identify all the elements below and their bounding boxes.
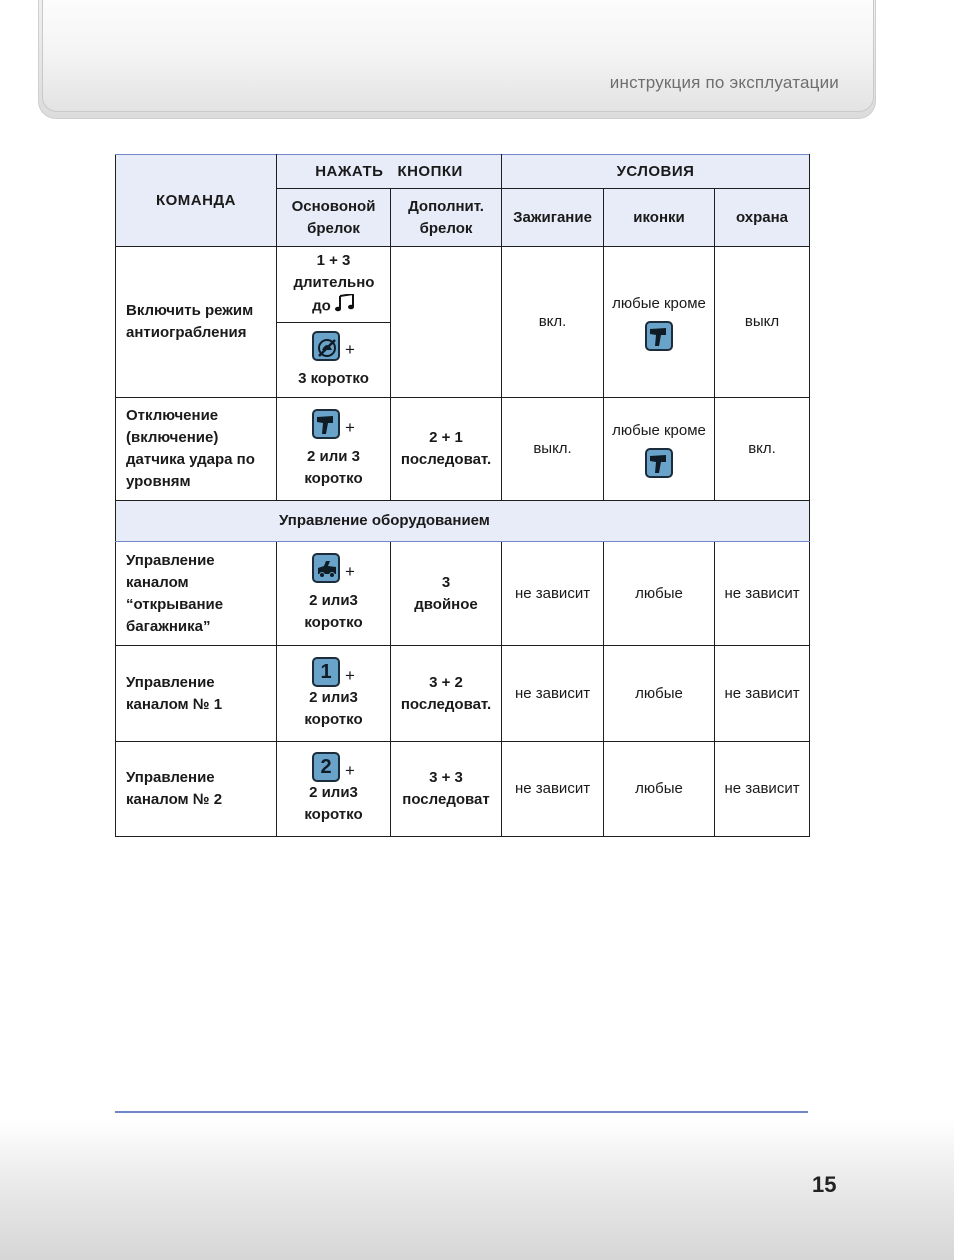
button-2-label: 2 bbox=[320, 756, 332, 778]
row-shock-sensor-main bbox=[277, 398, 391, 501]
row-channel2-ignition: не зависит bbox=[502, 742, 604, 837]
row-trunk-extra bbox=[391, 542, 502, 646]
row-channel1-ignition: не зависит bbox=[502, 646, 604, 742]
header-panel bbox=[42, 0, 874, 112]
row-shock-sensor-icons-text: любые кроме bbox=[612, 422, 706, 439]
row-antihijack-main-b bbox=[277, 323, 391, 398]
row-shock-sensor-extra bbox=[391, 398, 502, 501]
row-trunk-command-text: Управление каналом “открывание багажника” bbox=[126, 551, 224, 635]
header-press-buttons: НАЖАТЬ КНОПКИ bbox=[277, 155, 502, 189]
header-icons: иконки bbox=[604, 189, 715, 247]
row-antihijack-main-b-text: 3 коротко bbox=[298, 369, 369, 387]
row-channel1-main bbox=[277, 646, 391, 742]
row-trunk-extra-text: 3 двойное bbox=[414, 573, 478, 613]
row-antihijack-guard: выкл bbox=[715, 247, 810, 398]
header-ignition: Зажигание bbox=[502, 189, 604, 247]
row-channel2-command bbox=[116, 742, 277, 837]
row-shock-sensor-command: Отключение (включение) датчика удара по уровням bbox=[116, 398, 277, 501]
row-antihijack-icons-text: любые кроме bbox=[612, 295, 706, 312]
row-channel1-icons: любые bbox=[604, 646, 715, 742]
row-antihijack-command: Включить режим антиограбления bbox=[116, 247, 277, 398]
row-shock-sensor-extra-text: 2 + 1 последоват. bbox=[400, 429, 492, 468]
row-channel1-main-text: 2 или3 коротко bbox=[304, 688, 363, 728]
row-channel2-main bbox=[277, 742, 391, 837]
siren-off-icon bbox=[312, 331, 340, 361]
hammer-icon bbox=[645, 448, 673, 478]
row-shock-sensor-ignition: выкл. bbox=[502, 398, 604, 501]
row-channel1-command bbox=[116, 646, 277, 742]
plus-sign: + bbox=[345, 339, 355, 359]
header-title: инструкция по эксплуатации bbox=[609, 73, 839, 92]
row-shock-sensor-icons bbox=[604, 398, 715, 501]
row-antihijack-icons bbox=[604, 247, 715, 398]
row-channel1-guard: не зависит bbox=[715, 646, 810, 742]
page-number: 15 bbox=[812, 1172, 837, 1197]
plus-sign: + bbox=[345, 417, 355, 437]
row-antihijack-extra bbox=[391, 247, 502, 398]
footer-band bbox=[0, 1120, 954, 1260]
row-channel2-guard: не зависит bbox=[715, 742, 810, 837]
button-1-icon bbox=[312, 657, 340, 687]
row-shock-sensor-guard: вкл. bbox=[715, 398, 810, 501]
button-1-label: 1 bbox=[320, 660, 332, 683]
row-channel2-extra-text: 3 + 3 последоват bbox=[402, 769, 490, 808]
row-trunk-main bbox=[277, 542, 391, 646]
row-trunk-ignition: не зависит bbox=[502, 542, 604, 646]
row-trunk-main-text: 2 или3 коротко bbox=[304, 592, 363, 631]
row-antihijack-ignition: вкл. bbox=[502, 247, 604, 398]
hammer-icon bbox=[312, 409, 340, 439]
button-2-icon bbox=[312, 752, 340, 782]
row-channel2-main-text: 2 или3 коротко bbox=[304, 784, 363, 823]
plus-sign: + bbox=[345, 761, 355, 780]
header-guard: охрана bbox=[715, 189, 810, 247]
row-channel2-command-text: Управление каналом № 2 bbox=[126, 769, 223, 808]
music-note-icon bbox=[335, 294, 355, 319]
car-trunk-icon bbox=[312, 553, 340, 583]
row-trunk-icons: любые bbox=[604, 542, 715, 646]
header-command: КОМАНДА bbox=[116, 155, 277, 247]
command-table bbox=[115, 154, 810, 837]
bottom-rule bbox=[115, 1111, 808, 1113]
row-channel1-command-text: Управление каналом № 1 bbox=[126, 673, 223, 713]
row-antihijack-main-a bbox=[277, 247, 391, 323]
row-trunk-guard: не зависит bbox=[715, 542, 810, 646]
row-trunk-command bbox=[116, 542, 277, 646]
hammer-icon bbox=[645, 321, 673, 351]
row-channel1-extra-text: 3 + 2 последоват. bbox=[400, 673, 492, 713]
row-antihijack-main-a-text: 1 + 3 длительно до bbox=[293, 252, 375, 315]
row-channel2-icons: любые bbox=[604, 742, 715, 837]
row-channel1-extra bbox=[391, 646, 502, 742]
section-title: Управление оборудованием bbox=[116, 501, 810, 542]
plus-sign: + bbox=[345, 665, 355, 685]
row-shock-sensor-main-text: 2 или 3 коротко bbox=[304, 447, 363, 487]
row-channel2-extra bbox=[391, 742, 502, 837]
header-main-fob: Основоной брелок bbox=[277, 189, 391, 247]
header-conditions: УСЛОВИЯ bbox=[502, 155, 810, 189]
header-extra-fob: Дополнит. брелок bbox=[391, 189, 502, 247]
plus-sign: + bbox=[345, 562, 355, 581]
